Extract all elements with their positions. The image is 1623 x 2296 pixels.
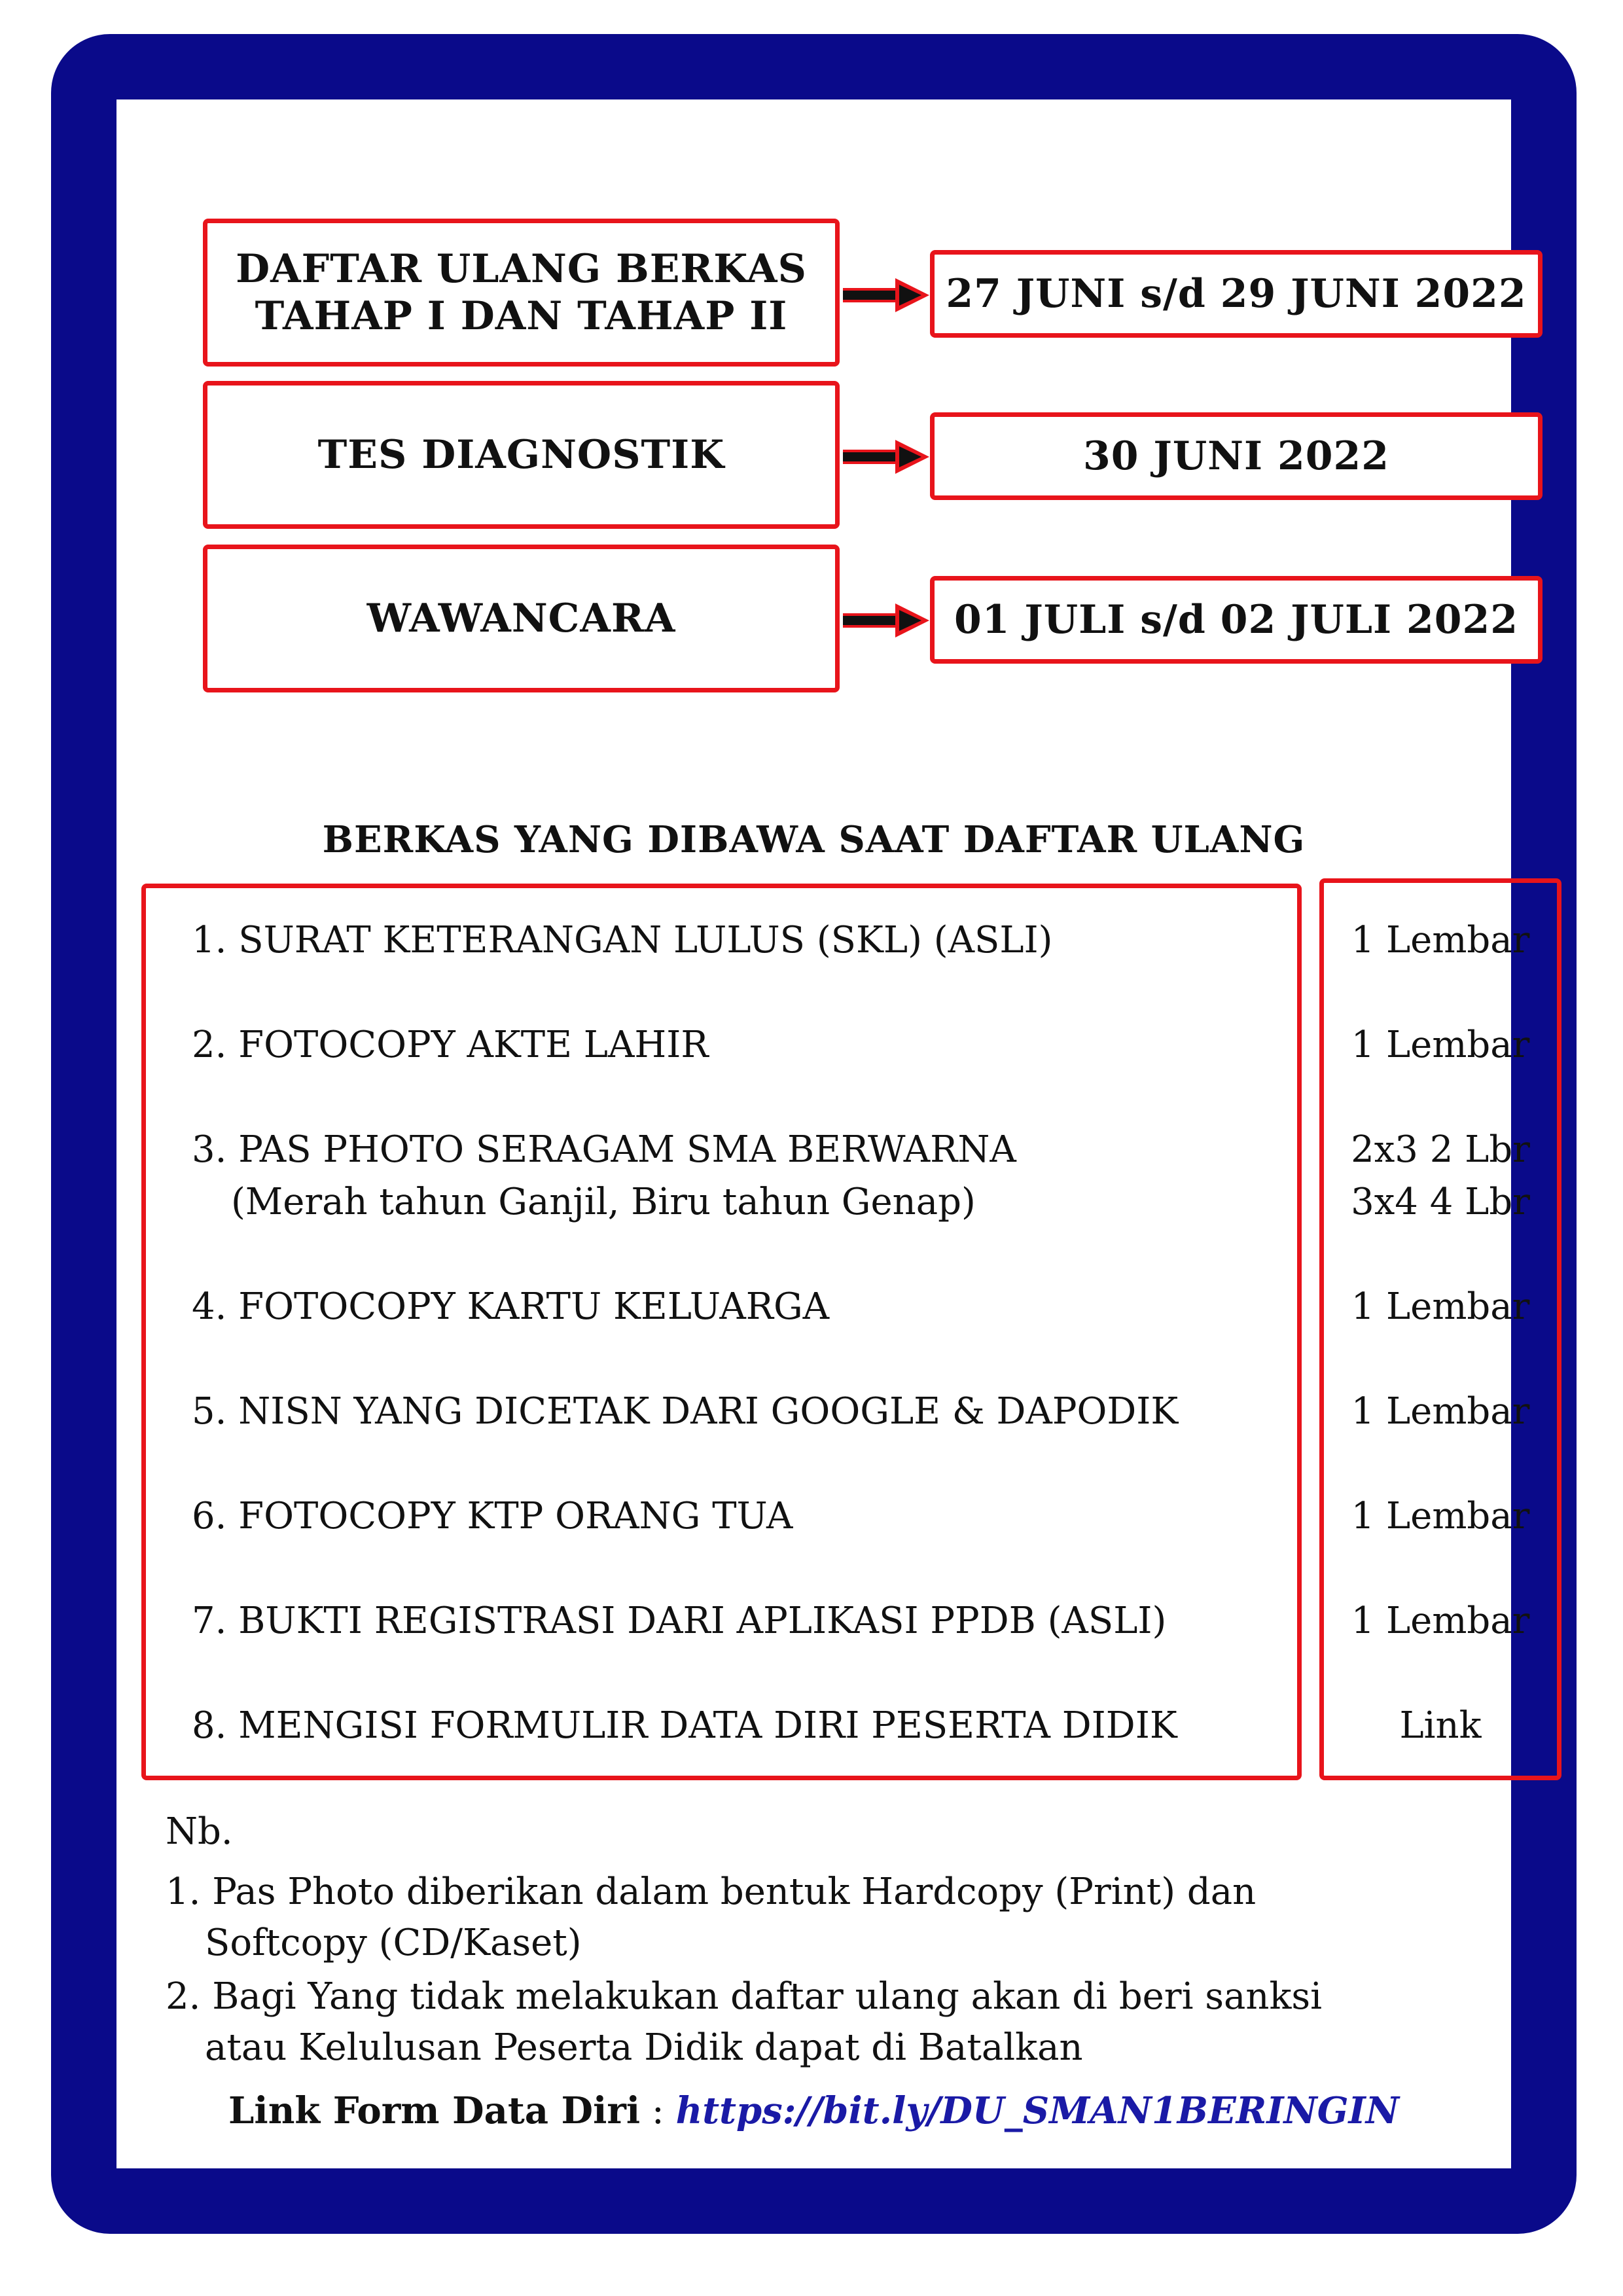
list-item: 2. FOTOCOPY AKTE LAHIR bbox=[192, 1024, 709, 1066]
arrow-right-icon bbox=[843, 602, 931, 639]
quantity-cell: Link bbox=[1399, 1704, 1482, 1747]
schedule-label-line: TES DIAGNOSTIK bbox=[317, 432, 725, 478]
schedule-date-box bbox=[930, 250, 1543, 338]
schedule-date: 27 JUNI s/d 29 JUNI 2022 bbox=[946, 271, 1527, 317]
schedule-date-box bbox=[930, 576, 1543, 664]
section-title: BERKAS YANG DIBAWA SAAT DAFTAR ULANG bbox=[322, 818, 1306, 861]
schedule-label-box bbox=[203, 219, 840, 367]
quantity-cell: 1 Lembar bbox=[1351, 919, 1530, 961]
document-list-box bbox=[141, 884, 1302, 1780]
schedule-date-box bbox=[930, 412, 1543, 500]
schedule-label-line: WAWANCARA bbox=[366, 596, 676, 641]
link-separator: : bbox=[640, 2090, 676, 2132]
link-label: Link Form Data Diri bbox=[228, 2089, 641, 2132]
list-item: 7. BUKTI REGISTRASI DARI APLIKASI PPDB (ASLI) bbox=[192, 1600, 1167, 1642]
arrow-right-icon bbox=[843, 277, 931, 314]
quantity-cell: 1 Lembar bbox=[1351, 1495, 1530, 1537]
schedule-label-line: DAFTAR ULANG BERKAS bbox=[236, 246, 807, 292]
list-item: 3. PAS PHOTO SERAGAM SMA BERWARNA (Merah tahun Ganjil, Biru tahun Genap) bbox=[192, 1128, 1016, 1223]
quantity-cell: 1 Lembar bbox=[1351, 1600, 1530, 1642]
schedule-label-box bbox=[203, 381, 840, 529]
list-item: 5. NISN YANG DICETAK DARI GOOGLE & DAPODIK bbox=[192, 1390, 1179, 1433]
quantity-cell: 1 Lembar bbox=[1351, 1024, 1530, 1066]
schedule-label-box bbox=[203, 545, 840, 692]
schedule-label-line: TAHAP I DAN TAHAP II bbox=[255, 293, 788, 339]
note-item: 2. Bagi Yang tidak melakukan daftar ulang akan di beri sanksi atau Kelulusan Peserta Didik dapat di Batalkan bbox=[166, 1975, 1323, 2069]
document-body bbox=[116, 99, 1530, 2168]
list-item: 1. SURAT KETERANGAN LULUS (SKL) (ASLI) bbox=[192, 919, 1053, 961]
quantity-cell: 1 Lembar bbox=[1351, 1285, 1530, 1328]
form-link[interactable]: https://bit.ly/DU_SMAN1BERINGIN bbox=[675, 2089, 1399, 2132]
page-frame bbox=[51, 34, 1577, 2234]
link-form-line bbox=[116, 2089, 1511, 2132]
schedule-date: 30 JUNI 2022 bbox=[1083, 433, 1389, 479]
list-item: 4. FOTOCOPY KARTU KELUARGA bbox=[192, 1285, 830, 1328]
arrow-right-icon bbox=[843, 439, 931, 475]
list-item: 8. MENGISI FORMULIR DATA DIRI PESERTA DIDIK bbox=[192, 1704, 1177, 1747]
quantity-list-box bbox=[1319, 878, 1561, 1780]
notes-heading: Nb. bbox=[166, 1810, 233, 1853]
list-item: 6. FOTOCOPY KTP ORANG TUA bbox=[192, 1495, 793, 1537]
note-item: 1. Pas Photo diberikan dalam bentuk Hardcopy (Print) dan Softcopy (CD/Kaset) bbox=[166, 1871, 1257, 1964]
quantity-cell: 2x3 2 Lbr 3x4 4 Lbr bbox=[1351, 1128, 1530, 1223]
schedule-date: 01 JULI s/d 02 JULI 2022 bbox=[954, 597, 1518, 643]
quantity-cell: 1 Lembar bbox=[1351, 1390, 1530, 1433]
